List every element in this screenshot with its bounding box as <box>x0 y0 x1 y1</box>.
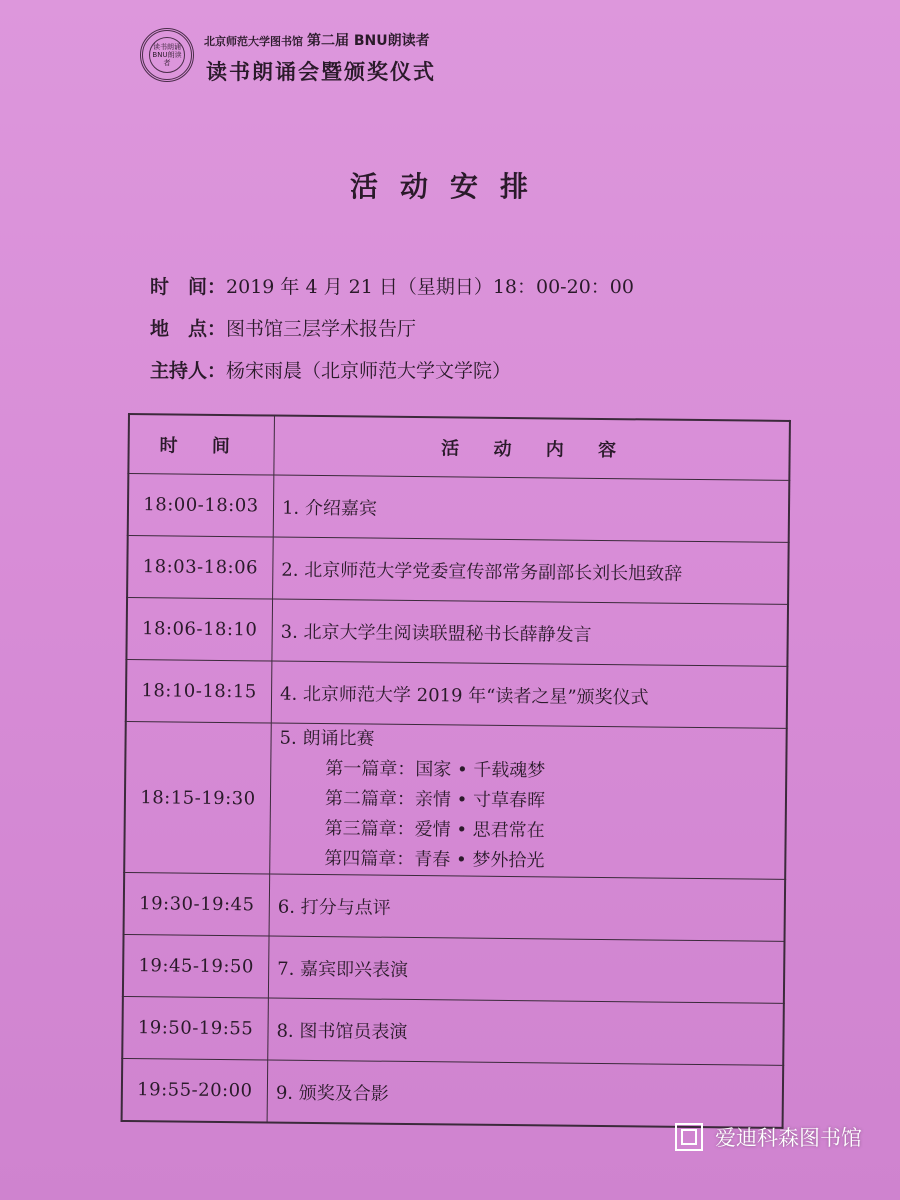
row-activity: 8. 图书馆员表演 <box>268 998 784 1065</box>
bnu-reader-logo-icon <box>140 28 194 82</box>
edition-name: 第二届 BNU朗读者 <box>307 33 430 49</box>
info-host <box>150 356 511 383</box>
table-row <box>124 721 787 879</box>
chapter-item: 第一篇章：国家 • 千载魂梦 <box>325 758 546 782</box>
schedule-table <box>121 413 791 1129</box>
org-line <box>204 30 430 50</box>
row-time: 19:30-19:45 <box>124 872 270 936</box>
row-activity: 2. 北京师范大学党委宣传部常务副部长刘长旭致辞 <box>273 537 789 604</box>
table-row <box>127 536 789 605</box>
table-header-row <box>128 414 790 480</box>
table-row <box>126 659 788 728</box>
info-place <box>150 314 416 341</box>
library-logo-icon <box>675 1123 703 1151</box>
place-label: 地 点： <box>150 318 227 340</box>
row-activity: 9. 颁奖及合影 <box>267 1060 783 1128</box>
org-name: 北京师范大学图书馆 <box>204 35 303 48</box>
row-time: 19:55-20:00 <box>122 1058 268 1122</box>
table-row <box>128 474 790 543</box>
chapter-item: 第四篇章：青春 • 梦外拾光 <box>324 848 545 872</box>
row-time: 18:10-18:15 <box>126 659 272 723</box>
place-value: 图书馆三层学术报告厅 <box>226 318 417 340</box>
table-row <box>124 872 786 941</box>
table-row <box>126 598 788 667</box>
host-label: 主持人： <box>150 360 227 382</box>
info-time <box>150 272 634 299</box>
logo-text: 读书朗诵 BNU朗读者 <box>149 37 185 73</box>
row-time: 18:06-18:10 <box>126 598 272 662</box>
watermark <box>675 1122 862 1152</box>
header-activity: 活 动 内 容 <box>274 416 790 481</box>
row-time: 18:15-19:30 <box>124 721 271 874</box>
chapter-item: 第二篇章：亲情 • 寸草春晖 <box>324 788 546 812</box>
table-row <box>123 934 785 1003</box>
time-label: 时 间： <box>150 276 227 298</box>
row-time: 18:00-18:03 <box>128 474 274 538</box>
time-value: 2019 年 4 月 21 日（星期日）18：00-20：00 <box>226 276 634 298</box>
row-activity: 6. 打分与点评 <box>269 874 785 941</box>
row-time: 18:03-18:06 <box>127 536 273 600</box>
chapter-item: 第三篇章：爱情 • 思君常在 <box>324 818 545 842</box>
header-time: 时 间 <box>128 414 274 475</box>
watermark-text: 爱迪科森图书馆 <box>715 1126 862 1150</box>
row-activity: 3. 北京大学生阅读联盟秘书长薛静发言 <box>272 599 788 666</box>
event-name: 读书朗诵会暨颁奖仪式 <box>206 59 436 84</box>
table-row <box>122 996 784 1065</box>
event-header <box>140 26 560 86</box>
row-activity: 1. 介绍嘉宾 <box>273 475 789 542</box>
page-title: 活动安排 <box>349 170 550 203</box>
row-time: 19:50-19:55 <box>122 996 268 1060</box>
row-time: 19:45-19:50 <box>123 934 269 998</box>
table-row <box>122 1058 784 1127</box>
host-value: 杨宋雨晨（北京师范大学文学院） <box>226 360 512 382</box>
recital-title: 5. 朗诵比赛 <box>279 727 375 750</box>
row-activity: 4. 北京师范大学 2019 年“读者之星”颁奖仪式 <box>271 661 787 728</box>
row-activity-recital <box>270 723 787 879</box>
row-activity: 7. 嘉宾即兴表演 <box>268 936 784 1003</box>
